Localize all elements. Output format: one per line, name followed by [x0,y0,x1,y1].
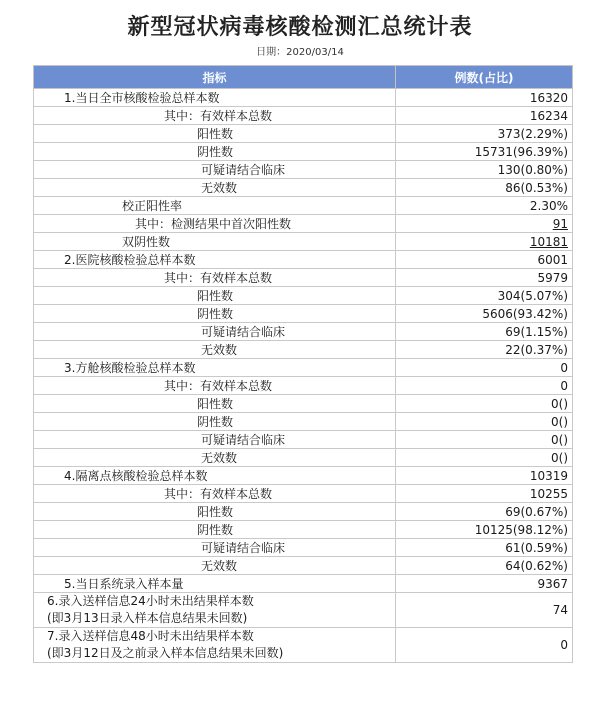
row-value: 16234 [396,107,573,125]
row-value: 69(1.15%) [396,323,573,341]
table-row [34,107,573,125]
row-label: 校正阳性率 [34,197,396,215]
row-label-line1: 7.录入送样信息48小时未出结果样本数 [47,629,254,643]
table-row [34,233,573,251]
row-value: 15731(96.39%) [396,143,573,161]
table-row [34,377,573,395]
first-positive-count: 91 [552,216,568,231]
row-value: 86(0.53%) [396,179,573,197]
header-indicator: 指标 [34,66,396,89]
row-value: 0() [396,413,573,431]
table-row [34,179,573,197]
row-label: 其中：有效样本总数 [34,269,396,287]
row-label: 可疑请结合临床 [34,161,396,179]
table-row [34,341,573,359]
row-value: 6001 [396,251,573,269]
table-row [34,251,573,269]
row-value: 74 [396,593,573,628]
table-row [34,197,573,215]
table-row [34,467,573,485]
row-value [396,215,573,233]
row-label: 阳性数 [34,287,396,305]
row-label-line1: 6.录入送样信息24小时未出结果样本数 [47,594,254,608]
table-row [34,215,573,233]
row-label: 阳性数 [34,503,396,521]
row-label: 其中：有效样本总数 [34,107,396,125]
stats-table [33,65,573,663]
row-label: 双阴性数 [34,233,396,251]
table-row [34,431,573,449]
row-label [34,593,396,628]
table-row [34,143,573,161]
row-label [34,628,396,663]
row-value: 61(0.59%) [396,539,573,557]
row-value: 0() [396,449,573,467]
row-label: 其中：有效样本总数 [34,485,396,503]
row-value: 0() [396,395,573,413]
row-value: 0 [396,377,573,395]
table-row [34,449,573,467]
row-label: 无效数 [34,449,396,467]
table-row [34,269,573,287]
row-value: 10125(98.12%) [396,521,573,539]
table-row [34,323,573,341]
table-row [34,413,573,431]
row-value: 69(0.67%) [396,503,573,521]
table-row [34,89,573,107]
row-label: 5.当日系统录入样本量 [34,575,396,593]
row-value: 22(0.37%) [396,341,573,359]
table-row [34,557,573,575]
row-value [396,233,573,251]
row-value: 10319 [396,467,573,485]
row-label: 可疑请结合临床 [34,539,396,557]
table-row [34,575,573,593]
row-value: 9367 [396,575,573,593]
row-label: 无效数 [34,557,396,575]
table-header-row [34,66,573,89]
row-value: 5979 [396,269,573,287]
table-row [34,593,573,628]
row-value: 0 [396,359,573,377]
table-row [34,125,573,143]
row-label: 其中：有效样本总数 [34,377,396,395]
table-row [34,305,573,323]
row-value: 373(2.29%) [396,125,573,143]
row-label: 2.医院核酸检验总样本数 [34,251,396,269]
row-label: 1.当日全市核酸检验总样本数 [34,89,396,107]
row-value: 2.30% [396,197,573,215]
table-row [34,395,573,413]
table-row [34,521,573,539]
report-date: 日期：2020/03/14 [256,47,344,58]
row-label: 4.隔离点核酸检验总样本数 [34,467,396,485]
header-count: 例数(占比) [396,66,573,89]
row-value: 64(0.62%) [396,557,573,575]
row-value: 304(5.07%) [396,287,573,305]
table-row [34,485,573,503]
double-negative-count: 10181 [529,234,568,249]
row-value: 0() [396,431,573,449]
row-label: 其中：检测结果中首次阳性数 [34,215,396,233]
row-value: 16320 [396,89,573,107]
row-label: 阴性数 [34,521,396,539]
table-row [34,161,573,179]
row-label: 阴性数 [34,413,396,431]
table-row [34,287,573,305]
row-label-line2: (即3月12日及之前录入样本信息结果未回数) [47,646,284,660]
row-label: 3.方舱核酸检验总样本数 [34,359,396,377]
row-value: 130(0.80%) [396,161,573,179]
row-label: 阳性数 [34,395,396,413]
row-value: 0 [396,628,573,663]
table-row [34,503,573,521]
table-row [34,359,573,377]
row-label: 阴性数 [34,305,396,323]
row-value: 5606(93.42%) [396,305,573,323]
row-label: 无效数 [34,341,396,359]
table-row [34,539,573,557]
row-label-line2: (即3月13日录入样本信息结果未回数) [47,611,248,625]
row-label: 阳性数 [34,125,396,143]
table-row [34,628,573,663]
row-label: 阴性数 [34,143,396,161]
page-title: 新型冠状病毒核酸检测汇总统计表 [127,15,473,40]
row-label: 可疑请结合临床 [34,323,396,341]
row-label: 可疑请结合临床 [34,431,396,449]
row-label: 无效数 [34,179,396,197]
row-value: 10255 [396,485,573,503]
